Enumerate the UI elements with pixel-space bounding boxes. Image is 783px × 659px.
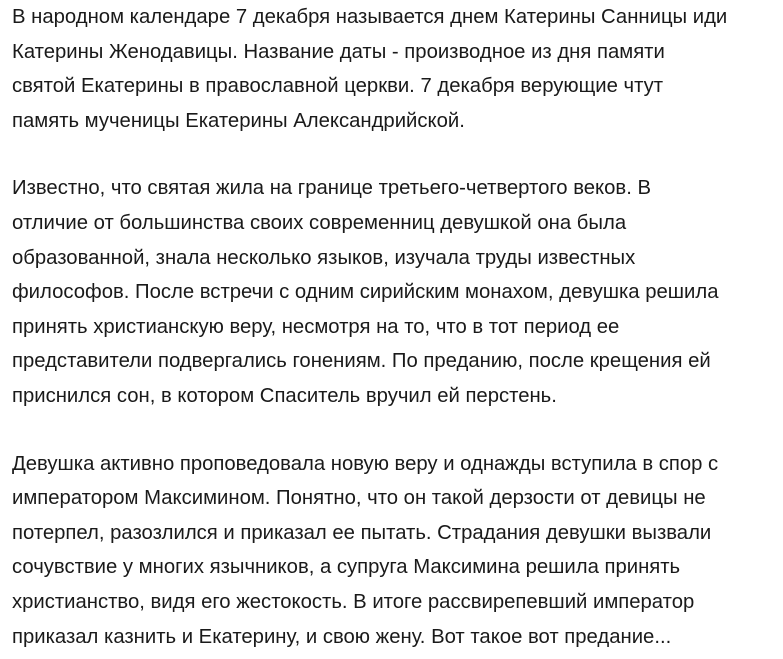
text-line: потерпел, разозлился и приказал ее пытать. Страдания девушки вызвали [12, 521, 712, 544]
paragraph-1 [12, 0, 778, 138]
paragraph-3 [12, 447, 778, 655]
text-line: императором Максимином. Понятно, что он такой дерзости от девицы не [12, 487, 706, 510]
text-line: христианство, видя его жестокость. В итоге рассвирепевший император [12, 590, 695, 613]
text-line: отличие от большинства своих современниц девушкой она была [12, 211, 627, 234]
text-line: принять христианскую веру, несмотря на то, что в тот период ее [12, 315, 620, 338]
text-line: Известно, что святая жила на границе третьего-четвертого веков. В [12, 177, 651, 200]
text-line: Катерины Женодавицы. Название даты - производное из дня памяти [12, 40, 665, 63]
text-line: приказал казнить и Екатерину, и свою жену. Вот такое вот предание... [12, 625, 672, 648]
text-line: Девушка активно проповедовала новую веру и однажды вступила в спор с [12, 452, 719, 475]
text-line: образованной, знала несколько языков, изучала труды известных [12, 246, 636, 269]
paragraph-2 [12, 171, 778, 413]
text-line: святой Екатерины в православной церкви. 7 декабря верующие чтут [12, 75, 664, 98]
text-line: сочувствие у многих язычников, а супруга Максимина решила принять [12, 556, 681, 579]
text-line: память мученицы Екатерины Александрийской. [12, 109, 465, 132]
text-line: приснился сон, в котором Спаситель вручил ей перстень. [12, 384, 557, 407]
text-line: философов. После встречи с одним сирийским монахом, девушка решила [12, 281, 719, 304]
text-line: представители подвергались гонениям. По преданию, после крещения ей [12, 350, 711, 373]
article-body [12, 0, 778, 654]
text-line: В народном календаре 7 декабря называется днем Катерины Санницы иди [12, 6, 728, 28]
